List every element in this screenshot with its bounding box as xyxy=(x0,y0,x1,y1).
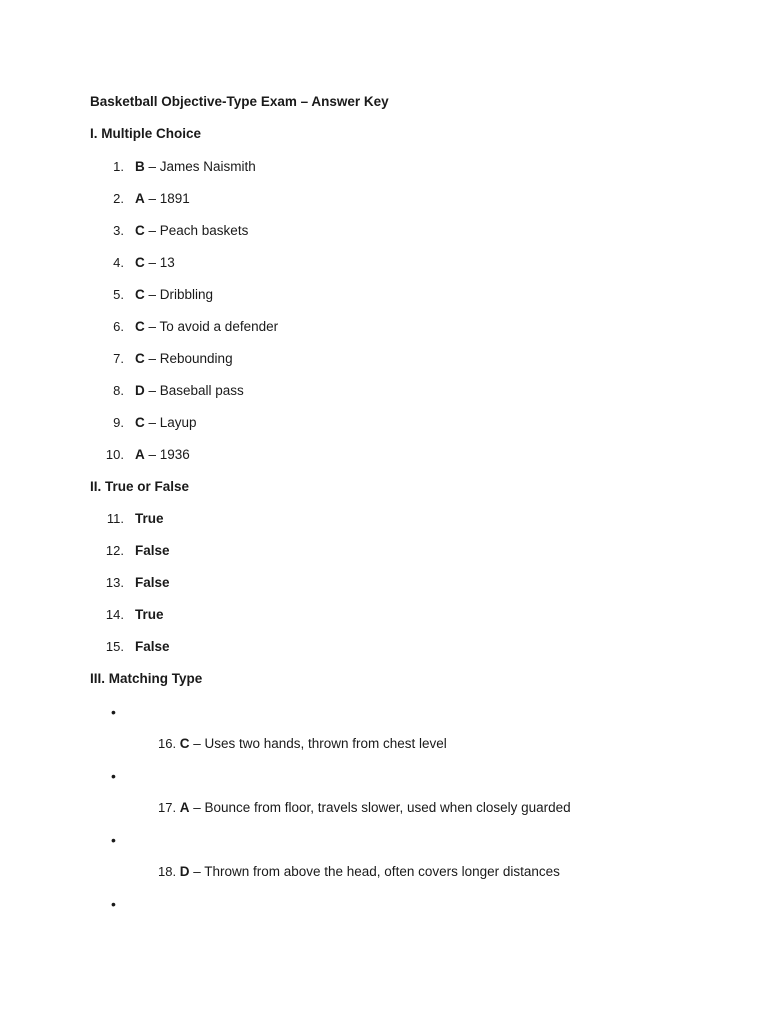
item-number: 16. xyxy=(158,736,180,751)
answer-letter: A xyxy=(135,447,145,462)
document-title: Basketball Objective-Type Exam – Answer Key xyxy=(90,94,389,109)
section-heading-matching-type: III. Matching Type xyxy=(90,671,203,686)
item-answer: False xyxy=(135,639,170,654)
answer-text: – Baseball pass xyxy=(144,383,244,398)
answer-text: – Peach baskets xyxy=(144,223,249,238)
answer-text: – 1936 xyxy=(144,447,190,462)
item-answer: False xyxy=(135,543,170,558)
answer-text: – Layup xyxy=(144,415,197,430)
item-answer xyxy=(135,382,244,400)
answer-letter: C xyxy=(135,319,145,334)
answer-text: – Uses two hands, thrown from chest level xyxy=(189,736,447,751)
item-number: 11. xyxy=(106,511,124,526)
answer-letter: C xyxy=(179,736,190,751)
item-number: 4. xyxy=(113,255,124,270)
item-number: 15. xyxy=(105,639,124,654)
answer-text: – To avoid a defender xyxy=(144,319,279,334)
section-heading-multiple-choice: I. Multiple Choice xyxy=(90,126,202,141)
item-answer xyxy=(135,190,190,208)
item-number: 6. xyxy=(113,319,124,334)
answer-letter: C xyxy=(135,415,145,430)
answer-letter: D xyxy=(179,864,190,879)
item-answer xyxy=(135,318,278,336)
item-answer: True xyxy=(135,607,164,622)
answer-text: – James Naismith xyxy=(144,159,256,174)
item-answer xyxy=(135,286,213,304)
item-number: 7. xyxy=(113,351,124,366)
answer-letter: A xyxy=(135,191,145,206)
item-number: 5. xyxy=(113,287,124,302)
answer-text: – Dribbling xyxy=(144,287,214,302)
item-number: 13. xyxy=(105,575,124,590)
answer-letter: D xyxy=(135,383,145,398)
item-number: 8. xyxy=(113,383,124,398)
item-number: 14. xyxy=(105,607,124,622)
item-answer xyxy=(135,254,175,272)
item-answer xyxy=(135,222,248,240)
item-answer: False xyxy=(135,575,170,590)
answer-letter: C xyxy=(135,255,145,270)
item-number: 2. xyxy=(113,191,124,206)
item-answer xyxy=(158,863,560,881)
bullet: • xyxy=(111,896,116,912)
item-number: 18. xyxy=(158,864,180,879)
bullet: • xyxy=(111,832,116,848)
item-answer xyxy=(158,799,571,817)
answer-text: – Thrown from above the head, often covers longer distances xyxy=(189,864,560,879)
item-answer: True xyxy=(135,511,164,526)
item-answer xyxy=(135,446,190,464)
answer-letter: C xyxy=(135,223,145,238)
item-number: 3. xyxy=(113,223,124,238)
answer-letter: B xyxy=(135,159,145,174)
item-number: 10. xyxy=(105,447,124,462)
item-answer xyxy=(135,414,197,432)
item-answer xyxy=(158,735,447,753)
item-number: 17. xyxy=(158,800,180,815)
answer-letter: A xyxy=(179,800,190,815)
bullet: • xyxy=(111,704,116,720)
section-heading-true-or-false: II. True or False xyxy=(90,479,190,494)
item-answer xyxy=(135,158,256,176)
item-answer xyxy=(135,350,233,368)
answer-text: – Bounce from floor, travels slower, used when closely guarded xyxy=(189,800,571,815)
answer-text: – 13 xyxy=(144,255,175,270)
answer-letter: C xyxy=(135,351,145,366)
answer-text: – Rebounding xyxy=(144,351,233,366)
item-number: 12. xyxy=(105,543,124,558)
answer-text: – 1891 xyxy=(144,191,190,206)
item-number: 9. xyxy=(113,415,124,430)
item-number: 1. xyxy=(113,159,124,174)
bullet: • xyxy=(111,768,116,784)
answer-letter: C xyxy=(135,287,145,302)
